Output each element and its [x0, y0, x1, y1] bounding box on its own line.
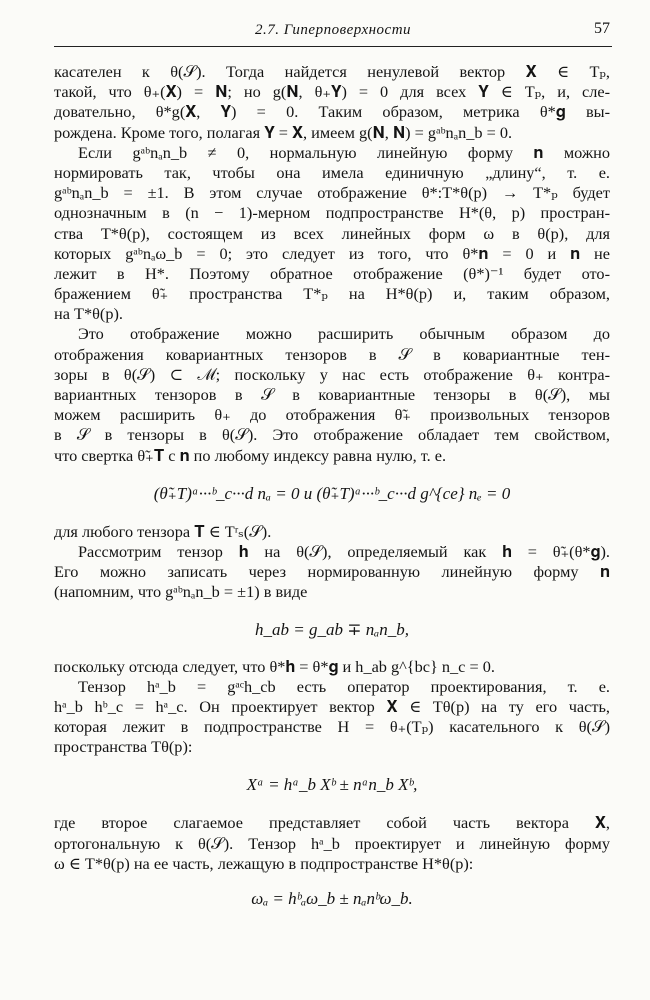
- text-line: можем расширить θ₊ до отображения θ̃₊ произвольных тензоров: [54, 405, 610, 425]
- text-line: Его можно записать через нормированную линейную форму 𝐧: [54, 562, 610, 582]
- text-line: рождена. Кроме того, полагая 𝐘 = 𝐗, имеем g(𝐍, 𝐍) = gᵃᵇnₐn_b = 0.: [54, 122, 513, 142]
- text-line: (напомним, что gᵃᵇnₐn_b = ±1) в виде: [54, 582, 308, 602]
- text-line: которых gᵃᵇnₐω_b = 0; это следует из того, что θ*𝐧 = 0 и 𝐧 не: [54, 243, 610, 263]
- text-line: однозначным в (n − 1)-мерном подпространстве H*(θ, p) простран-: [54, 203, 610, 223]
- text-line: для любого тензора 𝐓 ∈ Tʳₛ(𝒮).: [54, 521, 272, 541]
- page-header: [54, 16, 612, 47]
- text-line: такой, что θ₊(𝐗) = 𝐍; но g(𝐍, θ₊𝐘) = 0 для всех 𝐘 ∈ Tₚ, и, сле-: [54, 82, 610, 102]
- text-line: ортогональную к θ(𝒮). Тензор hᵃ_b проектирует и линейную форму: [54, 833, 610, 853]
- text-line: на T*θ(p).: [54, 304, 123, 324]
- display-formula: (θ̃₊T)ᵃ···ᵇ_c···d nₐ = 0 и (θ̃₊T)ᵃ···ᵇ_c···d g^{ce} nₑ = 0: [153, 483, 511, 503]
- display-formula: Xᵃ = hᵃ_b Xᵇ ± nᵃn_b Xᵇ,: [246, 775, 418, 795]
- text-line: где второе слагаемое представляет собой часть вектора 𝐗,: [54, 813, 610, 833]
- text-line: Если gᵃᵇnₐn_b ≠ 0, нормальную линейную форму 𝐧 можно: [78, 142, 610, 162]
- running-head: 2.7. Гиперповерхности: [254, 22, 412, 38]
- page-body: [54, 62, 610, 924]
- text-line: зоры в θ(𝒮) ⊂ ℳ; поскольку у нас есть отображение θ₊ контра-: [54, 364, 610, 384]
- display-formula: h_ab = g_ab ∓ nₐn_b,: [255, 619, 409, 639]
- text-line: отображения ковариантных тензоров в 𝒮 в ковариантные тен-: [54, 344, 610, 364]
- text-line: довательно, θ*g(𝐗, 𝐘) = 0. Таким образом, метрика θ*𝐠 вы-: [54, 102, 610, 122]
- display-formula: ωₐ = hᵇₐω_b ± nₐnᵇω_b.: [251, 889, 413, 908]
- text-line: нормировать так, чтобы она имела единичную „длину“, т. е.: [54, 162, 610, 182]
- text-line: которая лежит в подпространстве H = θ₊(Tₚ) касательного к θ(𝒮): [54, 717, 610, 737]
- text-line: лежит в H*. Поэтому обратное отображение (θ*)⁻¹ будет ото-: [54, 263, 610, 283]
- text-line: Тензор hᵃ_b = gᵃᶜh_cb есть оператор проектирования, т. е.: [78, 676, 610, 696]
- text-line: бражением θ̃₊ пространства T*ₚ на H*θ(p) и, таким образом,: [54, 284, 610, 304]
- text-line: вариантных тензоров в 𝒮 в ковариантные тензоры в θ(𝒮), мы: [54, 385, 610, 404]
- text-line: поскольку отсюда следует, что θ*𝐡 = θ*𝐠 и h_ab g^{bc} n_c = 0.: [54, 656, 495, 676]
- text-line: ω ∈ T*θ(p) на ее часть, лежащую в подпространстве H*θ(p):: [54, 853, 474, 873]
- page-number: 57: [594, 20, 610, 37]
- text-line: gᵃᵇnₐn_b = ±1. В этом случае отображение θ*:T*θ(p) → T*ₚ будет: [54, 183, 610, 203]
- text-line: Это отображение можно расширить обычным образом до: [78, 324, 610, 344]
- text-line: Рассмотрим тензор 𝐡 на θ(𝒮), определяемый как 𝐡 = θ̃₊(θ*𝐠).: [78, 541, 610, 561]
- text-line: что свертка θ̃₊𝐓 с 𝐧 по любому индексу равна нулю, т. е.: [54, 445, 447, 465]
- text-line: ства T*θ(p), состоящем из всех линейных форм ω в θ(p), для: [54, 223, 610, 243]
- text-line: пространства Tθ(p):: [54, 737, 193, 757]
- text-line: касателен к θ(𝒮). Тогда найдется ненулевой вектор 𝐗 ∈ Tₚ,: [54, 62, 610, 81]
- text-line: в 𝒮 в тензоры в θ(𝒮). Это отображение обладает тем свойством,: [54, 425, 610, 445]
- text-line: hᵃ_b hᵇ_c = hᵃ_c. Он проектирует вектор 𝐗 ∈ Tθ(p) на ту его часть,: [54, 696, 610, 716]
